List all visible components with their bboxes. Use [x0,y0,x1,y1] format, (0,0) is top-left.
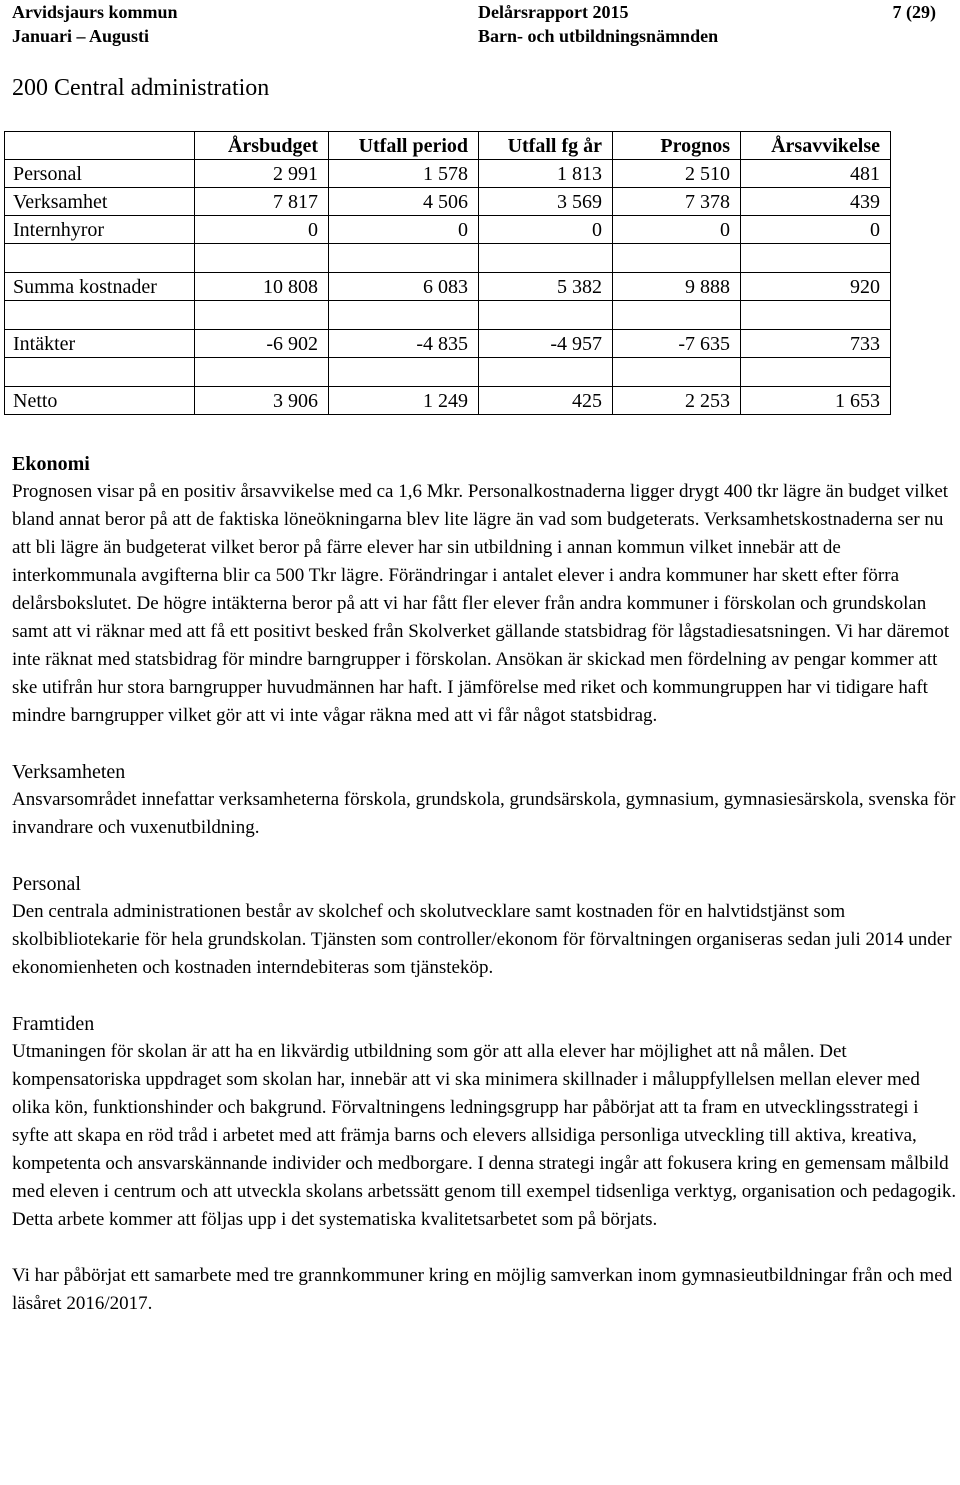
section-text-personal: Den centrala administrationen består av skolchef och skolutvecklare samt kostnaden för en halvtidstjänst som skolbibliotekarie för hela grundskolan. Tjänsten som controller/ekonom för förvaltningen organiseras sedan juli 2014 under ekonomienheten och kostnaden interndebiteras som tjänsteköp. [12,901,952,978]
table-cell: 733 [741,330,891,358]
table-cell: 10 808 [195,273,329,301]
table-cell: 2 510 [613,160,741,188]
table-cell: 5 382 [479,273,613,301]
table-cell: 2 253 [613,387,741,415]
table-header: Årsbudget [195,132,329,160]
page-number: 7 (29) [892,2,936,22]
report-period: Januari – Augusti [12,26,150,46]
table-cell: 0 [479,216,613,244]
table-spacer-row [5,244,891,273]
row-label: Intäkter [5,330,195,358]
board-name: Barn- och utbildningsnämnden [478,26,719,46]
table-cell: 920 [741,273,891,301]
section-heading-verksamheten: Verksamheten [12,761,126,783]
row-label: Netto [5,387,195,415]
row-label: Personal [5,160,195,188]
table-cell: 0 [329,216,479,244]
table-header: Utfall period [329,132,479,160]
section-text-framtiden: Utmaningen för skolan är att ha en likvärdig utbildning som gör att alla elever har möjlighet att nå målen. Det kompensatoriska uppdraget som skolan har, innebär att vi ska minimera skillnader i måluppfyllelsen mellan elever med olika kön, funktionshinder och bakgrund. Förvaltningens ledningsgrupp har påbörjat att ta fram en utvecklingsstrategi i syfte att skapa en röd tråd i arbetet med att främja barns och elevers allsidiga personliga utveckling till aktiva, kreativa, kompetenta och ansvarskännande individer och medborgare. I denna strategi ingår att fokusera kring en gemensam målbild med eleven i centrum och att utveckla skolans arbetssätt genom till exempel tidsenliga verktyg, organisation och pedagogik. Detta arbete kommer att följas upp i det systematiska kvalitetsarbetet som på börjats. [12,1041,957,1230]
table-spacer-row [5,301,891,330]
row-label: Verksamhet [5,188,195,216]
table-cell: 2 991 [195,160,329,188]
table-cell: 1 813 [479,160,613,188]
org-name: Arvidsjaurs kommun [12,2,178,22]
table-cell: 7 817 [195,188,329,216]
table-row [5,188,891,216]
report-name: Delårsrapport 2015 [478,2,629,22]
table-row [5,160,891,188]
table-cell: 4 506 [329,188,479,216]
section-heading-ekonomi: Ekonomi [12,453,90,475]
section-text-ekonomi: Prognosen visar på en positiv årsavvikelse med ca 1,6 Mkr. Personalkostnaderna ligger drygt 400 tkr lägre än budget vilket bland annat beror på att de faktiska löneökningarna blev lite lägre än vad som budgeterats. Verksamhetskostnaderna ser nu att bli lägre än budgeterat vilket beror på färre elever har sin utbildning i annan kommun vilket innebär att de interkommunala avgifterna blir ca 500 Tkr lägre. Förändringar i antalet elever i andra kommuner har skett efter förra delårsbokslutet. De högre intäkterna beror på att vi har fått fler elever från andra kommuner i förskolan och grundskolan samt att vi räknar med att få ett positivt besked från Skolverket gällande statsbidrag för lågstadiesatsningen. Vi har däremot inte räknat med statsbidrag för mindre barngrupper i förskolan. Ansökan är skickad men fördelning av pengar kommer att ske utifrån hur stora barngrupper huvudmännen har haft. I jämförelse med riket och kommungruppen har vi tidigare haft mindre barngrupper vilket gör att vi inte vågar räkna med att vi får något statsbidrag. [12,481,950,726]
row-label: Internhyror [5,216,195,244]
table-cell: 0 [741,216,891,244]
report-body [12,450,958,1318]
section-text-verksamheten: Ansvarsområdet innefattar verksamheterna förskola, grundskola, grundsärskola, gymnasium, gymnasiesärskola, svenska för invandrare och vuxenutbildning. [12,789,956,838]
table-cell: 0 [195,216,329,244]
table-cell: 1 578 [329,160,479,188]
table-header: Årsavvikelse [741,132,891,160]
table-cell: -7 635 [613,330,741,358]
page-header [12,0,936,48]
table-cell: 439 [741,188,891,216]
table-header: Utfall fg år [479,132,613,160]
table-row [5,330,891,358]
table-header-row [5,132,891,160]
table-row [5,273,891,301]
section-text-samarbete: Vi har påbörjat ett samarbete med tre grannkommuner kring en möjlig samverkan inom gymnasieutbildningar från och med läsåret 2016/2017. [12,1265,953,1314]
budget-table [4,131,891,415]
table-cell: 3 569 [479,188,613,216]
table-row [5,387,891,415]
table-spacer-row [5,358,891,387]
table-cell: 6 083 [329,273,479,301]
table-cell: 9 888 [613,273,741,301]
page-title: 200 Central administration [12,75,270,101]
table-cell: -4 957 [479,330,613,358]
table-cell: -6 902 [195,330,329,358]
table-header-empty [5,132,195,160]
table-header: Prognos [613,132,741,160]
table-cell: 1 653 [741,387,891,415]
table-cell: 1 249 [329,387,479,415]
section-heading-framtiden: Framtiden [12,1013,95,1035]
table-cell: 3 906 [195,387,329,415]
table-cell: 7 378 [613,188,741,216]
table-cell: -4 835 [329,330,479,358]
section-heading-personal: Personal [12,873,81,895]
table-cell: 0 [613,216,741,244]
row-label: Summa kostnader [5,273,195,301]
table-cell: 481 [741,160,891,188]
table-row [5,216,891,244]
table-cell: 425 [479,387,613,415]
